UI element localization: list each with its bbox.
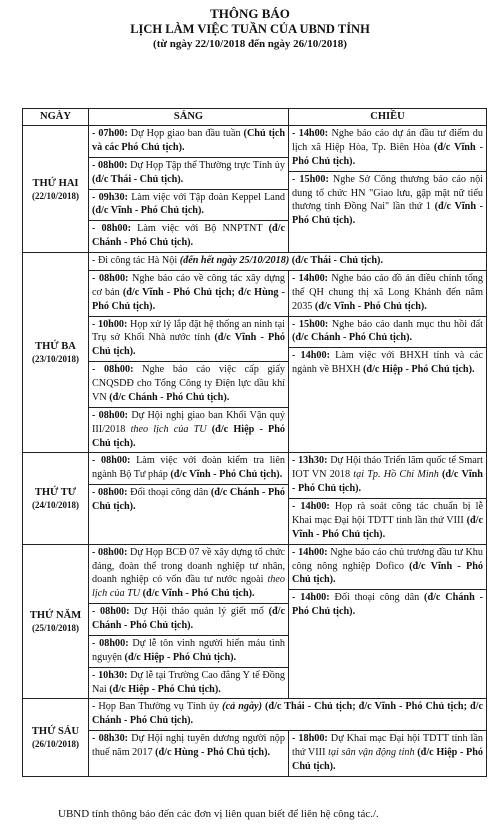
entry-time: - 08h00: bbox=[92, 223, 131, 235]
entry-text: Nghe báo cáo đồ án điều chỉnh tổng thể QH chung thị xã Long Khánh đến năm 2035 bbox=[292, 272, 483, 312]
entry-time: - 08h00: bbox=[92, 159, 128, 171]
entry-attendees: (đ/c Vĩnh - Phó Chủ tịch). bbox=[92, 332, 285, 358]
entry-time: - 14h00: bbox=[292, 350, 330, 362]
event-entry bbox=[89, 271, 288, 316]
entry-time: - 10h30: bbox=[92, 669, 128, 681]
afternoon-cell bbox=[289, 544, 487, 699]
event-entry bbox=[89, 407, 288, 453]
entry-time: - 08h00: bbox=[92, 455, 131, 467]
entry-text: Dự Hội nghị giao ban Khối Vận quý III/2018 bbox=[92, 409, 286, 435]
event-entry bbox=[289, 589, 486, 621]
entry-attendees: (đ/c Vĩnh - Phó Chủ tịch). bbox=[292, 469, 483, 495]
day-name: THỨ NĂM bbox=[29, 610, 82, 621]
entry-attendees: (đ/c Hiệp - Phó Chủ tịch). bbox=[292, 747, 483, 772]
afternoon-cell bbox=[289, 126, 487, 253]
entry-text: Nghe Sở Công thương báo cáo nội dung tổ chức HN "Giao lưu, gặp mặt nữ tiểu thương tỉnh Đồng Nai" lần thứ 1 bbox=[292, 173, 483, 213]
event-entry bbox=[289, 498, 486, 544]
entry-attendees: (đ/c Chánh - Phó Chủ tịch). bbox=[292, 592, 483, 618]
entry-time: - 08h00: bbox=[92, 272, 129, 284]
entry-text: Dự Họp giao ban đầu tuần bbox=[127, 128, 244, 139]
day-date: (23/10/2018) bbox=[32, 354, 79, 365]
entry-text: Dự Họp Tập thể Thường trực Tỉnh ủy bbox=[127, 159, 285, 171]
entry-location: tại sân vận động tỉnh bbox=[328, 747, 418, 758]
event-entry bbox=[89, 545, 288, 604]
table-row bbox=[23, 544, 487, 699]
entry-time: - 14h00: bbox=[292, 272, 329, 284]
entry-text: Dự Hội thảo Triển lãm quốc tế Smart IOT VN 2018 bbox=[292, 455, 483, 481]
entry-location: theo lịch của TU bbox=[92, 574, 285, 600]
schedule-subtitle: LỊCH LÀM VIỆC TUẦN CỦA UBND TỈNH bbox=[130, 22, 370, 36]
entry-attendees: (đ/c Vĩnh - Phó Chủ tịch). bbox=[292, 201, 483, 227]
event-entry bbox=[89, 731, 288, 762]
event-entry bbox=[289, 453, 486, 498]
morning-cell bbox=[89, 270, 289, 453]
event-entry bbox=[89, 126, 288, 157]
entry-text: Làm việc với Tập đoàn Keppel Land bbox=[128, 191, 286, 203]
entry-attendees: (đ/c Hiệp - Phó Chủ tịch). bbox=[363, 364, 475, 376]
table-row bbox=[23, 453, 487, 544]
entry-text: Nghe báo cáo việc cấp giấy CNQSDĐ cho Tổng Công ty Điện lực dầu khí VN bbox=[92, 364, 285, 403]
entry-text: Nghe báo cáo chủ trương đầu tư Khu công nông nghiệp Dofico bbox=[292, 546, 483, 572]
entry-time: - 08h00: bbox=[92, 546, 128, 558]
afternoon-cell bbox=[289, 270, 487, 453]
day-date: (22/10/2018) bbox=[32, 190, 79, 201]
entry-time: - 08h00: bbox=[92, 409, 129, 421]
entry-attendees: (đ/c Vĩnh - Phó Chủ tịch). bbox=[314, 300, 427, 312]
event-entry bbox=[89, 667, 288, 699]
table-row bbox=[23, 270, 487, 453]
entry-attendees: (đ/c Hiệp - Phó Chủ tịch). bbox=[124, 651, 237, 663]
event-entry bbox=[89, 157, 288, 189]
table-header-row bbox=[23, 109, 487, 126]
entry-time: - 14h00: bbox=[292, 128, 329, 139]
event-entry bbox=[289, 731, 486, 776]
entry-time: - 15h00: bbox=[292, 318, 329, 330]
entry-time: - 07h00: bbox=[92, 128, 128, 139]
table-row bbox=[23, 699, 487, 731]
event-entry bbox=[89, 453, 288, 484]
entry-text: - Họp Ban Thường vụ Tỉnh ủy bbox=[92, 701, 223, 713]
entry-text: Dự Họp BCĐ 07 về xây dựng tổ chức đảng, đoàn thể trong doanh nghiệp tư nhân, doanh nghiệp có vốn đầu tư nước ngoài bbox=[92, 546, 285, 586]
entry-time: - 08h30: bbox=[92, 733, 129, 745]
schedule-body bbox=[23, 126, 487, 777]
event-entry bbox=[89, 253, 486, 270]
entry-attendees: (đ/c Thái - Chủ tịch). bbox=[92, 173, 184, 185]
entry-time: - 14h00: bbox=[292, 592, 330, 604]
entry-attendees: (đ/c Hiệp - Phó Chủ tịch). bbox=[109, 683, 221, 695]
event-entry bbox=[289, 347, 486, 379]
day-date: (24/10/2018) bbox=[32, 500, 79, 510]
entry-text: Làm việc với đoàn kiểm tra liên ngành Bộ Tư pháp bbox=[92, 455, 285, 481]
event-entry bbox=[89, 189, 288, 221]
day-cell bbox=[23, 126, 89, 253]
event-entry bbox=[289, 316, 486, 348]
table-row bbox=[23, 731, 487, 777]
full-day-event bbox=[89, 699, 487, 731]
entry-text: - Đi công tác Hà Nội bbox=[92, 255, 180, 266]
entry-attendees: (đ/c Chánh - Phó Chủ tịch). bbox=[292, 332, 413, 344]
entry-time: - 14h00: bbox=[292, 546, 328, 558]
entry-attendees: (đ/c Hùng - Phó Chủ tịch). bbox=[155, 747, 271, 758]
date-range: (từ ngày 22/10/2018 đến ngày 26/10/2018) bbox=[153, 38, 347, 50]
entry-attendees: (đ/c Thái - Chủ tịch). bbox=[289, 255, 383, 266]
event-entry bbox=[89, 484, 288, 516]
entry-time: - 18h00: bbox=[292, 733, 328, 745]
day-name: THỨ TƯ bbox=[34, 487, 77, 498]
entry-text: Dự lễ tại Trường Cao đẳng Y tế Đồng Nai bbox=[92, 669, 286, 695]
event-entry bbox=[89, 220, 288, 252]
entry-attendees: (đ/c Chánh - Phó Chủ tịch). bbox=[92, 487, 285, 512]
morning-cell bbox=[89, 731, 289, 777]
table-row bbox=[23, 126, 487, 253]
entry-time: - 10h00: bbox=[92, 318, 128, 330]
entry-attendees: (đ/c Chánh - Phó Chủ tịch). bbox=[92, 606, 285, 631]
entry-text: Họp rà soát công tác chuẩn bị lễ Khai mạc Đại hội TDTT tỉnh lần thứ VIII bbox=[292, 501, 483, 526]
entry-text: Dự Khai mạc Đại hội TDTT tỉnh lần thứ VIII bbox=[292, 733, 484, 758]
entry-attendees: (đ/c Vĩnh - Phó Chủ tịch). bbox=[142, 588, 255, 600]
table-row bbox=[23, 253, 487, 271]
entry-attendees: (đ/c Vĩnh - Phó Chủ tịch). bbox=[92, 205, 204, 217]
entry-attendees: (đ/c Vĩnh - Phó Chủ tịch; đ/c Hùng - Phó Chủ tịch). bbox=[92, 286, 285, 312]
event-entry bbox=[289, 126, 486, 171]
column-header-morning: SÁNG bbox=[89, 109, 289, 126]
entry-text: Nghe báo cáo dự án đầu tư điểm du lịch xã Hiệp Hòa, Tp. Biên Hòa bbox=[292, 128, 483, 153]
entry-location: theo lịch của TU bbox=[130, 423, 212, 435]
day-name: THỨ HAI bbox=[32, 177, 79, 189]
entry-note: (đến hết ngày 25/10/2018) bbox=[179, 255, 290, 266]
event-entry bbox=[289, 271, 486, 316]
entry-attendees: (đ/c Chánh - Phó Chủ tịch). bbox=[92, 223, 286, 249]
column-header-day: NGÀY bbox=[23, 109, 89, 126]
entry-text: Làm việc với BHXH tỉnh và các ngành về BHXH bbox=[292, 350, 484, 376]
day-date: (26/10/2018) bbox=[32, 739, 79, 750]
entry-time: - 08h00: bbox=[92, 487, 128, 499]
entry-text: Làm việc với Bộ NNPTNT bbox=[130, 223, 269, 235]
entry-text: Họp xử lý lắp đặt hệ thống an ninh tại Trụ sở Khối Nhà nước tỉnh bbox=[92, 318, 285, 344]
entry-text: Dự Hội nghị tuyên dương người nộp thuế năm 2017 bbox=[92, 733, 285, 758]
event-entry bbox=[289, 545, 486, 590]
day-cell bbox=[23, 544, 89, 699]
day-name: THỨ SÁU bbox=[31, 726, 80, 738]
entry-attendees: (đ/c Vĩnh - Phó Chủ tịch). bbox=[292, 560, 483, 586]
entry-time: - 09h30: bbox=[92, 191, 129, 203]
entry-text: Dự lễ tôn vinh người hiến máu tình nguyện bbox=[92, 637, 286, 663]
entry-attendees: (đ/c Chánh - Phó Chủ tịch). bbox=[109, 391, 230, 403]
document-header bbox=[0, 6, 500, 51]
column-header-afternoon: CHIỀU bbox=[289, 109, 487, 126]
entry-time: - 13h30: bbox=[292, 455, 328, 467]
day-date: (25/10/2018) bbox=[32, 623, 79, 633]
event-entry bbox=[289, 171, 486, 231]
morning-cell bbox=[89, 544, 289, 699]
day-name: THỨ BA bbox=[35, 341, 76, 353]
event-entry bbox=[89, 699, 486, 730]
entry-time: - 08h00: bbox=[92, 364, 134, 376]
entry-text: Nghe báo cáo danh mục thu hồi đất bbox=[328, 318, 483, 330]
entry-attendees: (đ/c Vĩnh - Phó Chủ tịch). bbox=[292, 514, 483, 540]
footer-note: UBND tỉnh thông báo đến các đơn vị liên quan biết để liên hệ công tác./. bbox=[58, 808, 379, 820]
schedule-table bbox=[22, 108, 487, 777]
full-day-event bbox=[89, 253, 487, 271]
entry-text: Đối thoại công dân bbox=[329, 592, 425, 604]
entry-time: - 15h00: bbox=[292, 173, 329, 185]
entry-time: - 14h00: bbox=[292, 501, 330, 512]
afternoon-cell bbox=[289, 731, 487, 777]
entry-attendees: (đ/c Vĩnh - Phó Chủ tịch). bbox=[170, 469, 283, 481]
entry-time: - 08h00: bbox=[92, 637, 129, 649]
morning-cell bbox=[89, 453, 289, 544]
event-entry bbox=[89, 316, 288, 362]
entry-attendees: (đ/c Vĩnh - Phó Chủ tịch). bbox=[292, 141, 484, 167]
entry-text: Dự Hội thảo quản lý giết mổ bbox=[129, 606, 269, 618]
entry-time: - 08h00: bbox=[92, 606, 130, 618]
day-cell bbox=[23, 699, 89, 776]
day-cell bbox=[23, 253, 89, 453]
entry-attendees: (Chủ tịch và các Phó Chủ tịch). bbox=[92, 128, 286, 153]
morning-cell bbox=[89, 126, 289, 253]
event-entry bbox=[89, 635, 288, 667]
entry-location: tại Tp. Hồ Chí Minh bbox=[353, 469, 443, 481]
entry-attendees: (đ/c Hiệp - Phó Chủ tịch). bbox=[92, 423, 286, 449]
entry-note: (cả ngày) bbox=[222, 701, 262, 713]
entry-text: Nghe báo cáo về công tác xây dựng cơ bản bbox=[92, 272, 286, 298]
afternoon-cell bbox=[289, 453, 487, 544]
entry-attendees: (đ/c Thái - Chủ tịch; đ/c Vĩnh - Phó Chủ tịch; đ/c Chánh - Phó Chủ tịch). bbox=[92, 701, 483, 727]
day-cell bbox=[23, 453, 89, 544]
entry-text: Đối thoại công dân bbox=[127, 487, 211, 499]
event-entry bbox=[89, 603, 288, 635]
event-entry bbox=[89, 361, 288, 407]
notice-title: THÔNG BÁO bbox=[210, 6, 290, 21]
